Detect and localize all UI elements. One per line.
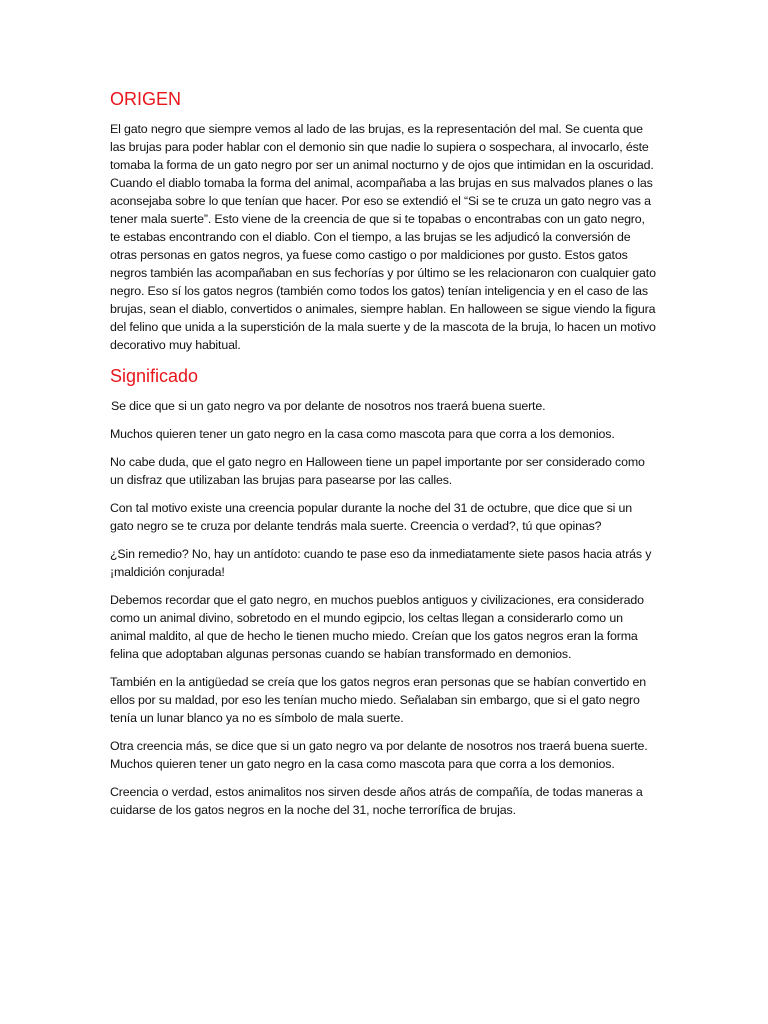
significado-paragraph-1: Se dice que si un gato negro va por delante de nosotros nos traerá buena suerte.: [111, 399, 546, 413]
document-page: [110, 84, 658, 829]
origen-paragraph: El gato negro que siempre vemos al lado de las brujas, es la representación del mal. Se cuenta que las brujas para poder hablar con el demonio sin que nadie lo supiera o sospechara, al invocarlo, éste tomaba la forma de un gato negro por ser un animal nocturno y de ojos que intimidan en la oscuridad. Cuando el diablo tomaba la forma del animal, acompañaba a las brujas en sus malvados planes o las aconsejaba sobre lo que tenían que hacer. Por eso se extendió el “Si se te cruza un gato negro vas a tener mala suerte”. Esto viene de la creencia de que si te topabas o encontrabas con un gato negro, te estabas encontrando con el diablo. Con el tiempo, a las brujas se les adjudicó la conversión de otras personas en gatos negros, ya fuese como castigo o por maldiciones por gusto. Estos gatos negros también las acompañaban en sus fechorías y por último se les relacionaron con cualquier gato negro. Eso sí los gatos negros (también como todos los gatos) tenían inteligencia y en el caso de las brujas, sean el diablo, convertidos o animales, siempre hablan. En halloween se sigue viendo la figura del felino que unida a la superstición de la mala suerte y de la mascota de la bruja, lo hacen un motivo decorativo muy habitual.: [110, 122, 656, 352]
significado-paragraph-3: No cabe duda, que el gato negro en Halloween tiene un papel importante por ser considerado como un disfraz que utilizaban las brujas para pasearse por las calles.: [110, 455, 645, 487]
heading-significado: Significado: [110, 366, 199, 386]
heading-origen: ORIGEN: [110, 89, 182, 109]
significado-paragraph-6: Debemos recordar que el gato negro, en muchos pueblos antiguos y civilizaciones, era considerado como un animal divino, sobretodo en el mundo egipcio, los celtas llegan a considerarlo como un animal maldito, al que de hecho le tienen mucho miedo. Creían que los gatos negros eran la forma felina que adoptaban algunas personas cuando se habían transformado en demonios.: [110, 593, 644, 661]
significado-paragraph-4: Con tal motivo existe una creencia popular durante la noche del 31 de octubre, que dice que si un gato negro se te cruza por delante tendrás mala suerte. Creencia o verdad?, tú que opinas?: [110, 501, 633, 533]
significado-paragraph-9: Creencia o verdad, estos animalitos nos sirven desde años atrás de compañía, de todas maneras a cuidarse de los gatos negros en la noche del 31, noche terrorífica de brujas.: [110, 785, 643, 817]
significado-paragraph-2: Muchos quieren tener un gato negro en la casa como mascota para que corra a los demonios.: [110, 427, 615, 441]
significado-paragraph-8: Otra creencia más, se dice que si un gato negro va por delante de nosotros nos traerá buena suerte. Muchos quieren tener un gato negro en la casa como mascota para que corra a los demonios.: [110, 739, 648, 771]
significado-paragraph-5: ¿Sin remedio? No, hay un antídoto: cuando te pase eso da inmediatamente siete pasos hacia atrás y ¡maldición conjurada!: [110, 547, 652, 579]
significado-paragraph-7: También en la antigüedad se creía que los gatos negros eran personas que se habían convertido en ellos por su maldad, por eso les tenían mucho miedo. Señalaban sin embargo, que si el gato negro tenía un lunar blanco ya no es símbolo de mala suerte.: [110, 675, 646, 725]
